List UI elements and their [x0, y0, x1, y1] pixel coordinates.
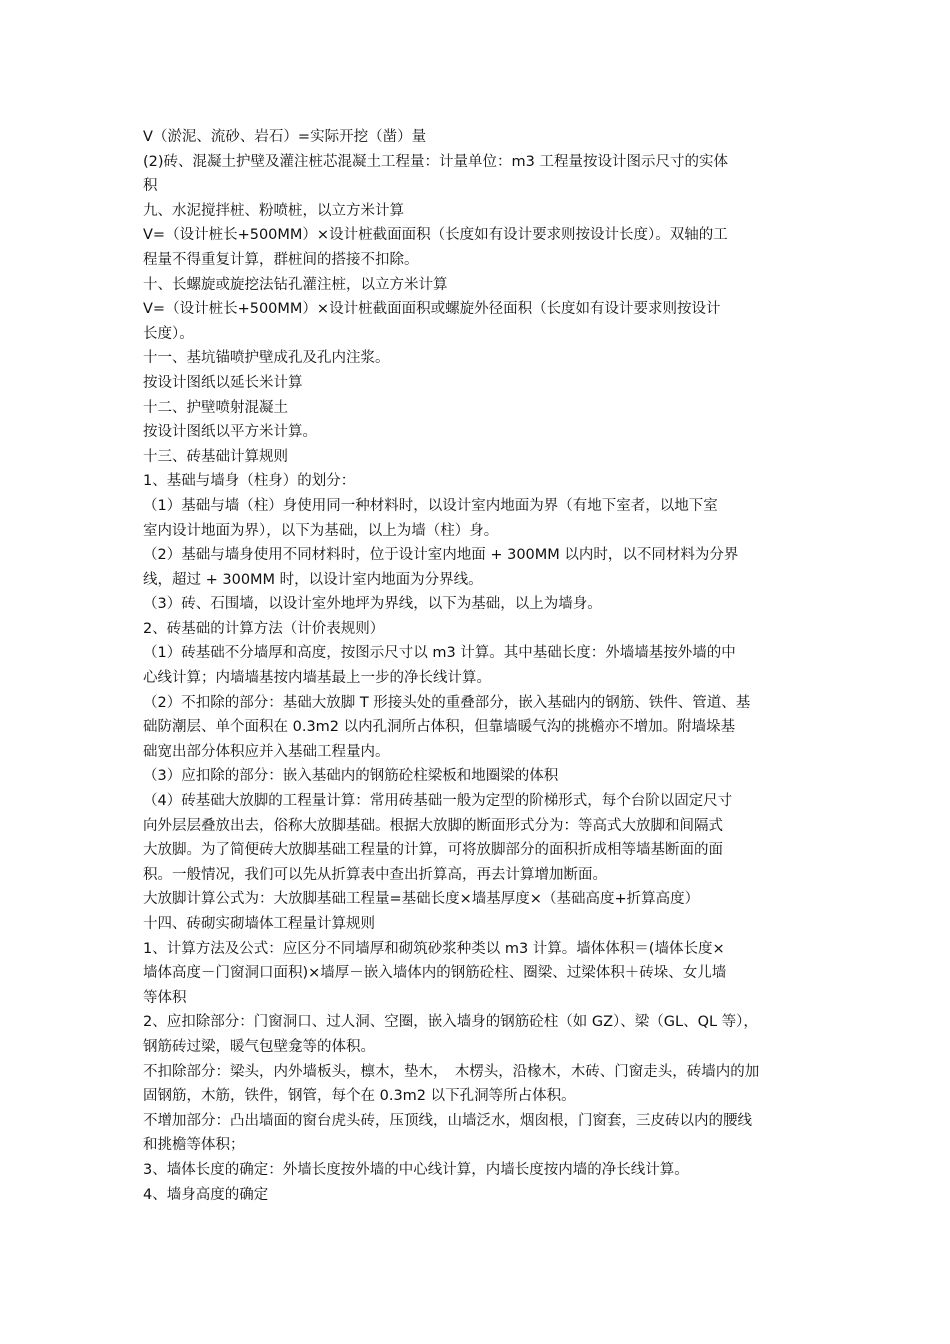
- text-line: 不扣除部分：梁头，内外墙板头，檩木，垫木， 木楞头，沿椽木，木砖、门窗走头，砖墙内的加: [143, 1063, 760, 1080]
- text-line: 不增加部分：凸出墙面的窗台虎头砖，压顶线，山墙泛水，烟囱根，门窗套，三皮砖以内的腰线: [143, 1112, 752, 1129]
- text-line: 线，超过 + 300MM 时，以设计室内地面为分界线。: [143, 571, 483, 588]
- text-line: 心线计算；内墙墙基按内墙基最上一步的净长线计算。: [143, 670, 491, 687]
- text-line: (2)砖、混凝土护壁及灌注桩芯混凝土工程量：计量单位：m3 工程量按设计图示尺寸的实体: [143, 153, 728, 170]
- text-line: 3、墙体长度的确定：外墙长度按外墙的中心线计算，内墙长度按内墙的净长线计算。: [143, 1161, 689, 1178]
- text-line: 十三、砖基础计算规则: [143, 448, 288, 465]
- text-line: 1、计算方法及公式：应区分不同墙厚和砌筑砂浆种类以 m3 计算。墙体体积＝(墙体长度×: [143, 940, 725, 957]
- text-line: 固钢筋，木筋，铁件，钢管，每个在 0.3m2 以下孔洞等所占体积。: [143, 1088, 576, 1105]
- text-line: 2、砖基础的计算方法（计价表规则）: [143, 620, 385, 637]
- text-line: 程量不得重复计算，群桩间的搭接不扣除。: [143, 251, 419, 268]
- text-line: （1）基础与墙（柱）身使用同一种材料时，以设计室内地面为界（有地下室者，以地下室: [143, 497, 718, 514]
- text-line: 大放脚。为了简便砖大放脚基础工程量的计算，可将放脚部分的面积折成相等墙基断面的面: [143, 842, 723, 859]
- text-line: 长度）。: [143, 325, 194, 342]
- text-line: 十一、基坑锚喷护壁成孔及孔内注浆。: [143, 350, 390, 367]
- text-line: 钢筋砖过梁，暖气包壁龛等的体积。: [143, 1038, 375, 1055]
- text-line: 十二、护壁喷射混凝土: [143, 399, 288, 416]
- text-line: （3）应扣除的部分：嵌入基础内的钢筋砼柱梁板和地圈梁的体积: [143, 768, 559, 785]
- text-line: 等体积: [143, 989, 187, 1006]
- text-line: V（淤泥、流砂、岩石）=实际开挖（凿）量: [143, 129, 427, 145]
- text-line: 墙体高度－门窗洞口面积)×墙厚－嵌入墙体内的钢筋砼柱、圈梁、过梁体积＋砖垛、女儿墙: [143, 965, 727, 982]
- text-line: 础宽出部分体积应并入基础工程量内。: [143, 743, 390, 760]
- text-line: 积: [143, 178, 158, 195]
- text-line: 2、应扣除部分：门窗洞口、过人洞、空圈，嵌入墙身的钢筋砼柱（如 GZ）、梁（GL、QL 等），: [143, 1014, 758, 1031]
- text-line: 按设计图纸以平方米计算。: [143, 424, 317, 441]
- text-line: 十四、砖砌实砌墙体工程量计算规则: [143, 916, 375, 932]
- text-line: V=（设计桩长+500MM）×设计桩截面面积或螺旋外径面积（长度如有设计要求则按设计: [143, 301, 721, 318]
- text-line: 向外层层叠放出去，俗称大放脚基础。根据大放脚的断面形式分为：等高式大放脚和间隔式: [143, 817, 723, 834]
- text-line: 和挑檐等体积；: [143, 1137, 245, 1154]
- text-line: 十、长螺旋或旋挖法钻孔灌注桩，以立方米计算: [143, 276, 448, 293]
- text-line: 按设计图纸以延长米计算: [143, 374, 303, 391]
- text-line: （2）不扣除的部分：基础大放脚 T 形接头处的重叠部分，嵌入基础内的钢筋、铁件、管道、基: [143, 694, 751, 711]
- text-line: （2）基础与墙身使用不同材料时，位于设计室内地面 + 300MM 以内时，以不同材料为分界: [143, 547, 739, 564]
- text-line: 1、基础与墙身（柱身）的划分：: [143, 473, 356, 490]
- text-line: （4）砖基础大放脚的工程量计算：常用砖基础一般为定型的阶梯形式，每个台阶以固定尺寸: [143, 793, 733, 810]
- text-line: （1）砖基础不分墙厚和高度，按图示尺寸以 m3 计算。其中基础长度：外墙墙基按外墙的中: [143, 645, 736, 662]
- document-body: [143, 125, 811, 1207]
- text-line: V=（设计桩长+500MM）×设计桩截面面积（长度如有设计要求则按设计长度）。双轴的工: [143, 227, 728, 244]
- text-line: （3）砖、石围墙，以设计室外地坪为界线，以下为基础，以上为墙身。: [143, 596, 602, 613]
- text-line: 室内设计地面为界），以下为基础，以上为墙（柱）身。: [143, 522, 499, 539]
- text-line: 积。一般情况，我们可以先从折算表中查出折算高，再去计算增加断面。: [143, 866, 607, 883]
- text-line: 大放脚计算公式为：大放脚基础工程量=基础长度×墙基厚度×（基础高度+折算高度）: [143, 891, 700, 908]
- text-line: 础防潮层、单个面积在 0.3m2 以内孔洞所占体积，但靠墙暖气沟的挑檐亦不增加。附墙垛基: [143, 719, 736, 736]
- text-line: 4、墙身高度的确定: [143, 1186, 269, 1203]
- text-line: 九、水泥搅拌桩、粉喷桩，以立方米计算: [143, 202, 404, 219]
